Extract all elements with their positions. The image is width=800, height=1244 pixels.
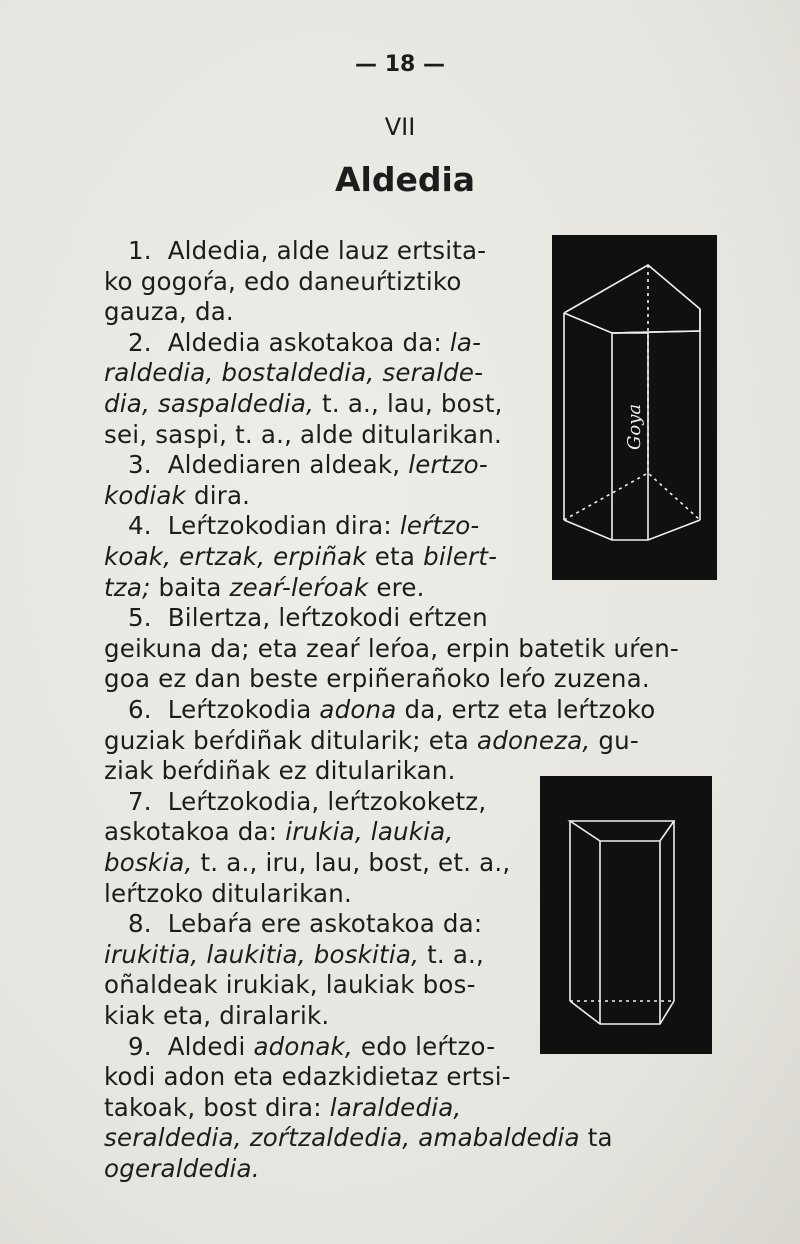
text-line [104,696,655,724]
text-line [104,1094,461,1122]
text-segment: takoak, bost dira: [104,1092,330,1122]
text-line [104,910,482,938]
italic-term: adonak, [253,1031,353,1061]
italic-term: ogeraldedia. [104,1154,260,1183]
text-line [104,421,502,449]
italic-term: raldedia, bostaldedia, seralde- [104,358,484,388]
text-segment: 9. Aldedi [104,1031,254,1061]
figure-hexagonal-prism [552,235,717,580]
rectangular-prism-drawing [540,776,712,1054]
text-line [104,880,352,908]
italic-term: irukitia, laukitia, boskitia, [104,939,420,969]
text-segment: ko gogoŕa, edo daneuŕtiztiko [104,266,462,296]
text-line [104,298,234,326]
text-segment: 3. Aldediaren aldeak, [104,450,409,480]
text-segment: edo leŕtzo- [352,1031,496,1061]
italic-term: boskia, [104,848,193,877]
text-line [104,1124,613,1152]
italic-term: tza; [104,572,151,602]
figure-rectangular-prism [540,776,712,1054]
chapter-number: VII [384,113,416,141]
text-line [104,635,679,663]
text-segment: 2. Aldedia askotakoa da: [104,327,450,357]
text-segment: 5. Bilertza, leŕtzokodi eŕtzen [104,603,488,633]
text-segment: 7. Leŕtzokodia, leŕtzokoketz, [104,786,487,816]
italic-term: bilert- [423,542,498,571]
text-line [104,390,503,418]
text-segment: t. a., iru, lau, bost, et. a., [192,848,511,877]
text-line [104,1033,495,1061]
text-segment: ziak beŕdiñak ez ditularikan. [104,756,456,786]
text-segment: sei, saspi, t. a., alde ditularikan. [104,419,502,449]
italic-term: adoneza, [476,725,591,755]
italic-term: lertzo- [408,450,488,480]
italic-term: laraldedia, [329,1092,462,1122]
italic-term: la- [449,327,482,357]
text-line [104,788,486,816]
text-segment: gu- [590,725,639,755]
figure-signature-label: Goya [624,403,645,450]
text-segment: 8. Lebaŕa ere askotakoa da: [104,909,483,939]
italic-term: koak, ertzak, erpiñak [104,542,367,571]
page-title: Aldedia [334,160,476,199]
text-segment: 4. Leŕtzokodian dira: [104,511,400,541]
text-segment: 6. Leŕtzokodia [104,695,320,724]
text-line [104,482,250,510]
text-line [104,359,483,387]
text-line [104,1002,329,1030]
text-segment: ta [579,1123,613,1153]
text-line [104,757,456,785]
text-line [104,1155,260,1183]
text-segment: goa ez dan beste erpiñerañoko leŕo zuzena. [104,664,650,694]
text-line [104,727,639,755]
text-segment: t. a., [419,939,485,969]
text-segment: ere. [368,572,425,602]
text-segment: leŕtzoko ditularikan. [104,878,352,908]
italic-term: leŕtzo- [399,511,480,541]
text-segment: da, ertz eta leŕtzoko [396,695,656,724]
text-segment: oñaldeak irukiak, laukiak bos- [104,970,476,1000]
text-line [104,237,486,265]
text-line [104,543,497,571]
italic-term: adona [319,695,397,724]
text-segment: askotakoa da: [104,817,286,847]
text-segment: t. a., lau, bost, [322,389,503,418]
italic-term: kodiak [104,480,186,510]
text-line [104,604,488,632]
text-segment: eta [366,542,424,571]
text-line [104,971,476,999]
text-line [104,818,453,846]
text-line [104,268,462,296]
text-line [104,1063,511,1091]
text-segment: dira. [185,480,251,510]
text-line [104,849,510,877]
text-line [104,574,425,602]
text-line [104,665,650,693]
italic-term: seraldedia, zoŕtzaldedia, amabaldedia [104,1123,580,1153]
text-segment: kodi adon eta edazkidietaz ertsi- [104,1062,511,1092]
page-number: — 18 — [355,52,445,77]
italic-term: irukia, laukia, [285,817,454,847]
text-line [104,941,484,969]
text-line [104,329,481,357]
italic-term: dia, saspaldedia, [104,389,323,418]
text-segment: kiak eta, diralarik. [104,1001,330,1030]
hexagonal-prism-drawing [552,235,717,580]
text-segment: gauza, da. [104,297,234,327]
text-segment: geikuna da; eta zeaŕ leŕoa, erpin batetik uŕen- [104,633,679,663]
text-segment: 1. Aldedia, alde lauz ertsita- [104,236,487,265]
text-line [104,451,488,479]
text-line [104,512,479,540]
italic-term: zeaŕ-leŕoak [229,572,369,602]
text-segment: baita [150,572,230,602]
text-segment: guziak beŕdiñak ditularik; eta [104,725,477,755]
